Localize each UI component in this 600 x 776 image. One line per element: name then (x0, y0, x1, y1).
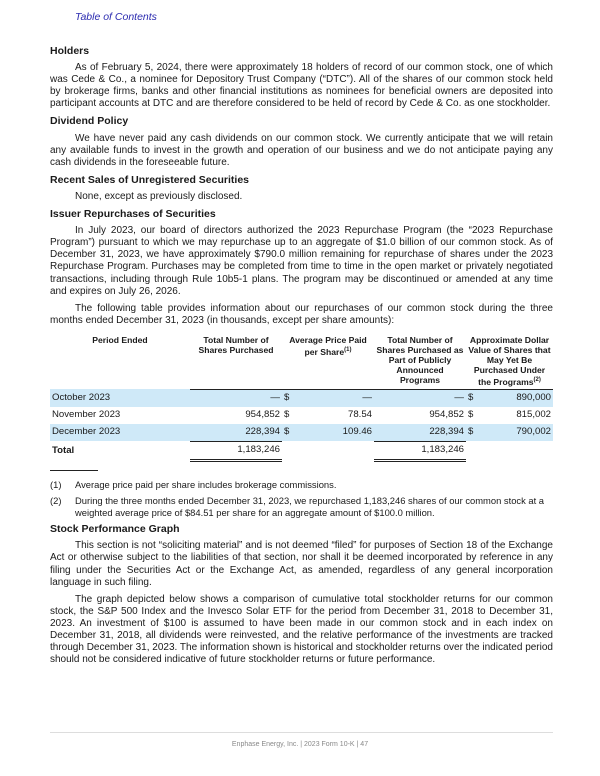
header-average-price: Average Price Paid per Share$^{(1)}$ (282, 335, 374, 389)
row-remaining-value: 890,000 (480, 389, 553, 407)
row-period: November 2023 (52, 409, 121, 421)
holders-heading: Holders (50, 45, 90, 57)
row-total-shares: 954,852 (245, 409, 280, 421)
repurchases-table (50, 335, 553, 462)
table-row (50, 424, 553, 442)
row-public-shares: 954,852 (429, 409, 464, 421)
footnote-1 (50, 479, 553, 491)
stock-performance-disclaimer: This section is not “soliciting material” and is not deemed “filed” for purposes of Section 18 of the Exchange Act or otherwise subject to the liabilities of that section, nor shall it be deemed incorporated by reference in any filing under the Securities Act or the Exchange Act, as amended, regardless of any general incorporation language in such filing. (50, 540, 553, 588)
page-footer: Enphase Energy, Inc. | 2023 Form 10-K | 47 (231, 741, 369, 748)
row-total-shares: — (190, 389, 282, 407)
row-total-shares: 228,394 (190, 424, 282, 442)
row-average-price: 78.54 (347, 409, 372, 421)
dividend-policy-section (50, 115, 553, 168)
currency-symbol: $ (466, 389, 480, 407)
row-period: October 2023 (50, 389, 190, 407)
stock-performance-description: The graph depicted below shows a comparison of cumulative total stockholder returns for our common stock, the S&P 500 Index and the Invesco Solar ETF for the period from December 31, 2018 to December 31, 2023. An investment of $100 is assumed to have been made in our common stock and in each index on December 31, 2018, all dividends were reinvested, and the relative performance of the investments are tracked through December 31, 2023. The information shown is historical and stockholder returns over the indicated period should not be considered indicative of future stockholder returns or future performance. (50, 593, 553, 666)
header-period-ended: Period Ended (92, 334, 148, 345)
footnote-text: Average price paid per share includes brokerage commissions. (75, 478, 337, 490)
row-remaining-value: 815,002 (516, 409, 551, 421)
row-average-price: 109.46 (296, 424, 374, 442)
footnote-2 (50, 495, 553, 518)
currency-symbol: $ (466, 424, 480, 442)
unregistered-sales-section (50, 174, 553, 203)
header-total-shares: Total Number of Shares Purchased (190, 335, 282, 389)
footnote-marker: (2) (50, 495, 62, 507)
footnote-divider (50, 470, 98, 471)
holders-paragraph: As of February 5, 2024, there were approximately 18 holders of record of our common stock, one of which was Cede & Co., a nominee for Depository Trust Company (“DTC”). All of the shares of our common stock held by brokerage firms, banks and other financial institutions as nominees for beneficial owners are deposited into participant accounts at DTC and are therefore considered to be held of record by Cede & Co. as one stockholder. (50, 62, 553, 110)
total-public-shares: 1,183,246 (374, 441, 466, 460)
dividend-policy-heading: Dividend Policy (50, 115, 129, 128)
table-row (50, 407, 553, 424)
unregistered-sales-heading: Recent Sales of Unregistered Securities (50, 173, 249, 186)
currency-symbol: $ (282, 389, 296, 407)
table-of-contents-link[interactable]: Table of Contents (75, 11, 157, 23)
holders-section (50, 45, 553, 110)
stock-performance-heading: Stock Performance Graph (50, 523, 180, 536)
footer-divider (50, 732, 553, 733)
currency-symbol: $ (284, 409, 290, 421)
header-remaining-value: Approximate Dollar Value of Shares that May Yet Be Purchased Under the Programs$^{(2)}$ (466, 335, 553, 389)
row-public-shares: — (374, 389, 466, 407)
row-average-price: — (296, 389, 374, 407)
footnote-text: During the three months ended December 31, 2023, we repurchased 1,183,246 shares of our common stock at a weighted average price of $84.51 per share for an aggregate amount of $100.0 million. (75, 495, 545, 518)
issuer-repurchases-heading: Issuer Repurchases of Securities (50, 208, 216, 221)
repurchase-program-paragraph: In July 2023, our board of directors authorized the 2023 Repurchase Program (the “2023 Repurchase Program”) pursuant to which we may repurchase up to an aggregate of $1.0 billion of our common stock. As of December 31, 2023, we have approximately $790.0 million remaining for repurchase of shares under the 2023 Repurchase Program. Purchases may be completed from time to time in the open market or privately negotiated transactions, including through Rule 10b5-1 plans. The program may be discontinued or amended at any time and expires on July 26, 2026. (50, 225, 553, 297)
table-header-row (50, 335, 553, 389)
stock-performance-section (50, 523, 553, 666)
header-public-program-shares: Total Number of Shares Purchased as Part of Publicly Announced Programs (374, 335, 466, 389)
footnote-marker: (1) (50, 478, 62, 490)
table-total-row (50, 441, 553, 460)
row-period: December 2023 (50, 424, 190, 442)
dividend-policy-paragraph: We have never paid any cash dividends on our common stock. We currently anticipate that we will retain any available funds to invest in the growth and operation of our business and we do not anticipate paying any cash dividends in the foreseeable future. (50, 132, 553, 168)
row-public-shares: 228,394 (374, 424, 466, 442)
page-content (50, 45, 553, 671)
currency-symbol: $ (468, 409, 474, 421)
currency-symbol: $ (282, 424, 296, 442)
row-remaining-value: 790,002 (480, 424, 553, 442)
total-label: Total (52, 444, 75, 456)
unregistered-sales-paragraph: None, except as previously disclosed. (75, 190, 243, 202)
table-row (50, 389, 553, 407)
issuer-repurchases-section (50, 208, 553, 518)
total-shares: 1,183,246 (190, 441, 282, 460)
repurchase-table-intro: The following table provides information about our repurchases of our common stock during the three months ended December 31, 2023 (in thousands, except per share amounts): (50, 302, 553, 326)
